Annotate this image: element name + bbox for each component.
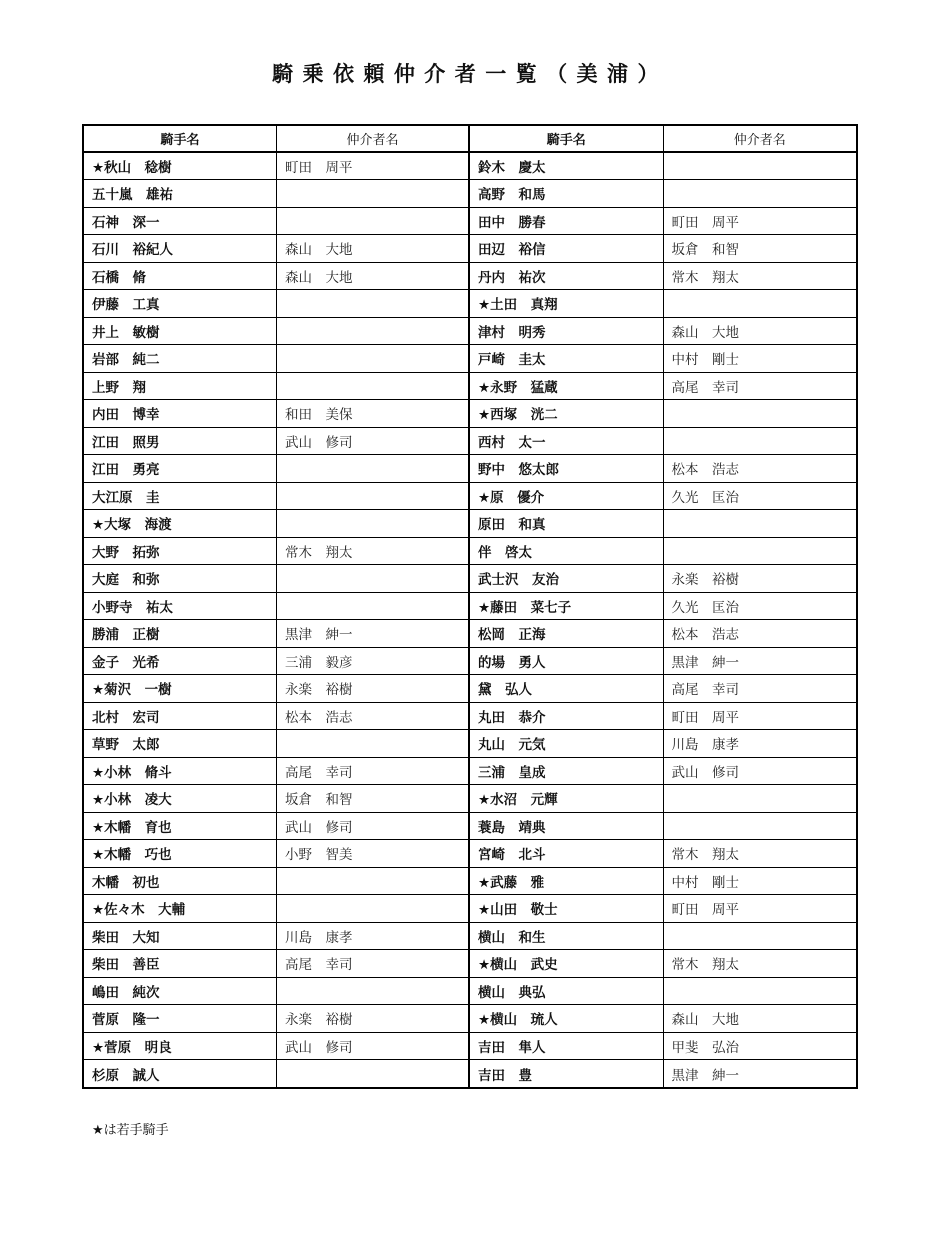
agent-name-cell: 高尾 幸司 [663,372,856,400]
agent-name-cell [663,510,856,538]
jockey-name-cell: ★横山 琉人 [470,1005,663,1033]
agent-name-cell: 常木 翔太 [663,262,856,290]
jockey-name-cell: 黛 弘人 [470,675,663,703]
agent-name-header: 仲介者名 [663,126,856,152]
agent-name-cell: 町田 周平 [277,152,470,180]
table-row [470,620,856,648]
jockey-name-cell: 柴田 善臣 [84,950,277,978]
table-row [470,400,856,428]
jockey-name-cell: ★藤田 菜七子 [470,592,663,620]
jockey-name-cell: ★横山 武史 [470,950,663,978]
jockey-name-cell: ★土田 真翔 [470,290,663,318]
table-row [84,537,469,565]
jockey-name-cell: ★小林 凌大 [84,785,277,813]
table-row [84,262,469,290]
table-row [470,1032,856,1060]
agent-name-cell: 武山 修司 [277,812,470,840]
jockey-name-cell: 杉原 誠人 [84,1060,277,1088]
agent-name-cell: 黒津 紳一 [277,620,470,648]
table-row [84,400,469,428]
table-header-right [470,126,856,152]
jockey-name-cell: 蓑島 靖典 [470,812,663,840]
table-row [470,565,856,593]
agent-name-cell: 坂倉 和智 [277,785,470,813]
agent-name-cell [663,785,856,813]
table-row [470,592,856,620]
jockey-name-cell: ★大塚 海渡 [84,510,277,538]
agent-name-cell: 久光 匡治 [663,592,856,620]
agent-name-cell [277,977,470,1005]
jockey-name-cell: ★武藤 雅 [470,867,663,895]
table-body-right [470,152,856,1087]
jockey-name-cell: ★原 優介 [470,482,663,510]
agent-name-cell: 高尾 幸司 [277,950,470,978]
jockey-name-cell: 草野 太郎 [84,730,277,758]
jockey-name-cell: 江田 照男 [84,427,277,455]
jockey-name-cell: ★菊沢 一樹 [84,675,277,703]
jockey-name-cell: 的場 勇人 [470,647,663,675]
table-row [84,592,469,620]
table-row [470,702,856,730]
table-row [84,977,469,1005]
table-row [84,317,469,345]
agent-name-cell: 小野 智美 [277,840,470,868]
jockey-name-header: 騎手名 [84,126,277,152]
table-row [84,372,469,400]
agent-name-cell [277,482,470,510]
table-row [84,207,469,235]
jockey-name-cell: 金子 光希 [84,647,277,675]
table-row [470,290,856,318]
agent-name-cell: 森山 大地 [277,262,470,290]
agent-name-cell: 黒津 紳一 [671,1067,739,1084]
table-row [470,180,856,208]
jockey-name-cell: 五十嵐 雄祐 [84,180,277,208]
table-row [84,1005,469,1033]
jockey-name-cell: ★菅原 明良 [84,1032,277,1060]
table-row [470,317,856,345]
agent-name-cell: 森山 大地 [277,235,470,263]
young-jockey-footnote: ★は若手騎手 [92,1123,169,1138]
agent-name-cell: 永楽 裕樹 [277,1005,470,1033]
table-row [84,235,469,263]
jockey-name-cell: 鈴木 慶太 [470,152,663,180]
agent-name-header: 仲介者名 [277,126,470,152]
agent-name-cell: 武山 修司 [277,1032,470,1060]
agent-name-cell: 川島 康孝 [663,730,856,758]
table-row [470,345,856,373]
jockey-name-cell: 大江原 圭 [84,482,277,510]
table-row [470,647,856,675]
table-row [84,730,469,758]
agent-name-cell [663,812,856,840]
agent-name-cell [277,730,470,758]
jockey-name-cell: ★水沼 元輝 [470,785,663,813]
table-row [84,867,469,895]
agent-name-cell: 高尾 幸司 [663,675,856,703]
table-row [84,922,469,950]
agent-name-cell [277,290,470,318]
jockey-name-cell: ★西塚 洸二 [470,400,663,428]
jockey-name-cell: 伊藤 工真 [84,290,277,318]
agent-name-cell [663,537,856,565]
table-row [470,895,856,923]
jockey-name-cell: 嶋田 純次 [84,977,277,1005]
jockey-name-cell: 田中 勝春 [470,207,663,235]
table-row [84,840,469,868]
jockey-name-cell: 井上 敏樹 [84,317,277,345]
agent-name-cell: 黒津 紳一 [663,647,856,675]
page-title: 騎乗依頼仲介者一覧（美浦） [272,62,668,86]
table-row [84,565,469,593]
jockey-name-cell: 三浦 皇成 [470,757,663,785]
table-row [470,262,856,290]
agent-name-cell: 武山 修司 [663,757,856,785]
table-row [84,1032,469,1060]
agent-name-cell: 常木 翔太 [663,840,856,868]
jockey-name-cell: 野中 悠太郎 [470,455,663,483]
table-row [470,812,856,840]
agent-name-cell: 中村 剛士 [663,345,856,373]
table-row [470,867,856,895]
agent-name-cell: 和田 美保 [277,400,470,428]
table-row [470,785,856,813]
agent-name-cell: 松本 浩志 [277,702,470,730]
table-row [84,675,469,703]
agent-name-cell [277,317,470,345]
table-row [470,1005,856,1033]
jockey-name-cell: 木幡 初也 [84,867,277,895]
agent-name-cell: 常木 翔太 [663,950,856,978]
table-row [470,152,856,180]
jockey-name-cell: 丹内 祐次 [470,262,663,290]
jockey-name-cell: 岩部 純二 [84,345,277,373]
jockey-name-cell: 田辺 裕信 [470,235,663,263]
table-row [470,427,856,455]
agent-name-cell: 松本 浩志 [663,455,856,483]
table-row [84,180,469,208]
jockey-name-cell: 小野寺 祐太 [84,592,277,620]
table-row [84,455,469,483]
table-row [470,510,856,538]
agent-name-cell [277,455,470,483]
agent-name-cell [663,152,856,180]
jockey-name-cell: 柴田 大知 [84,922,277,950]
table-row [84,757,469,785]
table-row [84,510,469,538]
table-row [470,537,856,565]
agent-name-cell [277,1060,470,1088]
agent-name-cell [277,180,470,208]
agent-name-cell: 久光 匡治 [663,482,856,510]
agent-name-cell [277,345,470,373]
jockey-name-cell: 大野 拓弥 [84,537,277,565]
agent-name-cell: 武山 修司 [277,427,470,455]
jockey-name-cell: 江田 勇亮 [84,455,277,483]
table-row [84,812,469,840]
agent-name-cell [663,180,856,208]
table-row [84,427,469,455]
jockey-name-cell: 松岡 正海 [470,620,663,648]
jockey-name-cell: 原田 和真 [470,510,663,538]
agent-name-cell [277,565,470,593]
agent-name-cell: 坂倉 和智 [663,235,856,263]
jockey-name-cell: 津村 明秀 [470,317,663,345]
agent-list-table [82,124,858,1089]
table-row [470,455,856,483]
agent-name-cell [663,290,856,318]
jockey-name-cell: 武士沢 友治 [470,565,663,593]
agent-name-cell: 森山 大地 [663,317,856,345]
table-body-left [84,152,469,1087]
jockey-name-cell: 内田 博幸 [84,400,277,428]
table-row [84,620,469,648]
table-row [84,647,469,675]
jockey-name-cell: ★山田 敬士 [470,895,663,923]
agent-name-cell: 中村 剛士 [663,867,856,895]
jockey-name-cell: 高野 和馬 [470,180,663,208]
agent-table-right [470,126,856,1087]
table-row [84,895,469,923]
jockey-name-cell: 勝浦 正樹 [84,620,277,648]
jockey-name-cell: 吉田 豊 [470,1060,663,1088]
table-row [84,152,469,180]
agent-name-cell [277,895,470,923]
jockey-name-cell: 丸田 恭介 [470,702,663,730]
jockey-name-cell: ★木幡 巧也 [84,840,277,868]
table-row [470,840,856,868]
agent-name-cell: 町田 周平 [663,895,856,923]
jockey-name-cell: 上野 翔 [84,372,277,400]
agent-name-cell: 永楽 裕樹 [277,675,470,703]
agent-name-cell: 森山 大地 [663,1005,856,1033]
jockey-name-cell: 丸山 元気 [470,730,663,758]
agent-name-cell: 甲斐 弘治 [663,1032,856,1060]
agent-name-cell [663,922,856,950]
table-row [470,922,856,950]
jockey-name-cell: 横山 和生 [470,922,663,950]
jockey-name-cell: 西村 太一 [470,427,663,455]
table-row [84,702,469,730]
jockey-name-cell: 戸崎 圭太 [470,345,663,373]
agent-name-cell: 高尾 幸司 [277,757,470,785]
table-row [470,730,856,758]
table-row [470,482,856,510]
table-row [84,482,469,510]
jockey-name-cell: 大庭 和弥 [84,565,277,593]
agent-name-cell: 三浦 毅彦 [277,647,470,675]
table-row [470,950,856,978]
agent-name-cell [277,592,470,620]
table-row [84,950,469,978]
table-row [470,675,856,703]
jockey-name-cell: 石川 裕紀人 [84,235,277,263]
agent-name-cell [277,867,470,895]
table-row [470,207,856,235]
agent-name-cell: 町田 周平 [663,207,856,235]
jockey-name-cell: 横山 典弘 [470,977,663,1005]
agent-name-cell: 常木 翔太 [277,537,470,565]
jockey-name-cell: 宮崎 北斗 [470,840,663,868]
agent-name-cell [277,207,470,235]
table-row [470,372,856,400]
table-row [470,977,856,1005]
table-row [84,290,469,318]
agent-table-left [84,126,470,1087]
jockey-name-cell: 北村 宏司 [84,702,277,730]
header-row [84,126,469,152]
agent-name-cell [663,427,856,455]
agent-name-cell [663,977,856,1005]
jockey-name-cell: 伴 啓太 [470,537,663,565]
agent-name-cell: 川島 康孝 [277,922,470,950]
table-row [470,1060,856,1088]
header-row [470,126,856,152]
agent-name-cell: 永楽 裕樹 [663,565,856,593]
jockey-name-cell: 石橋 脩 [84,262,277,290]
jockey-name-cell: ★秋山 稔樹 [84,152,277,180]
agent-name-cell [277,372,470,400]
table-row [470,235,856,263]
agent-name-cell [277,510,470,538]
table-row [84,785,469,813]
table-row [470,757,856,785]
jockey-name-cell: 吉田 隼人 [470,1032,663,1060]
jockey-name-cell: ★小林 脩斗 [84,757,277,785]
table-header-left [84,126,469,152]
table-row [84,345,469,373]
agent-name-cell [663,400,856,428]
jockey-name-cell: ★永野 猛蔵 [470,372,663,400]
jockey-name-header: 騎手名 [470,126,663,152]
table-row [84,1060,469,1088]
jockey-name-cell: 石神 深一 [84,207,277,235]
agent-name-cell: 松本 浩志 [663,620,856,648]
agent-name-cell: 町田 周平 [663,702,856,730]
jockey-name-cell: ★木幡 育也 [84,812,277,840]
jockey-name-cell: ★佐々木 大輔 [84,895,277,923]
jockey-name-cell: 菅原 隆一 [84,1005,277,1033]
